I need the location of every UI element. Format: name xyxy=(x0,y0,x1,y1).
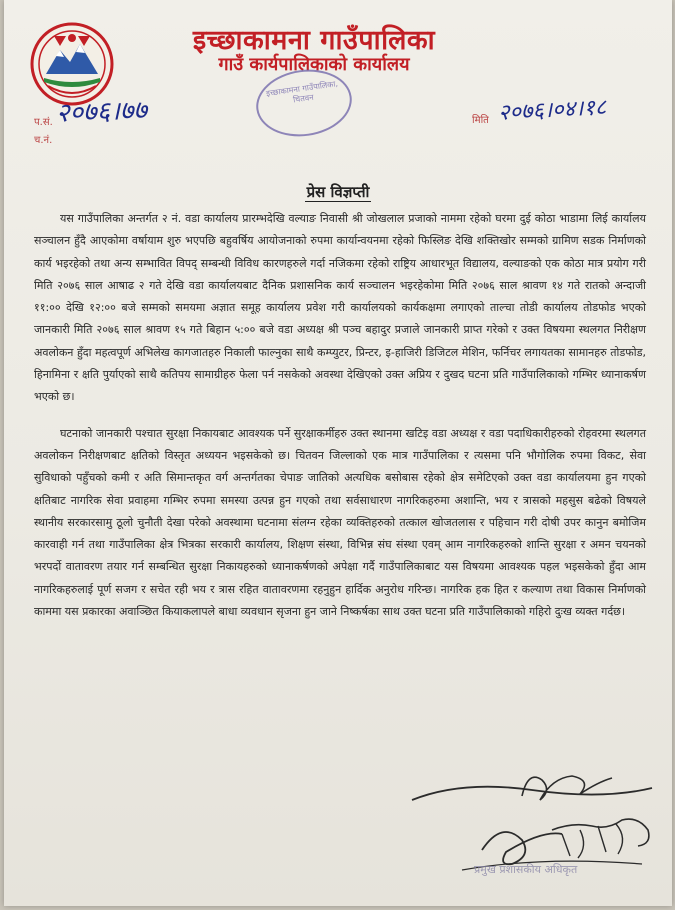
date-value: २०७६।०४।१८ xyxy=(497,95,607,126)
dispatch-number-label: च.नं. xyxy=(34,135,53,146)
document-page xyxy=(4,0,672,906)
notice-title-text: प्रेस विज्ञप्ती xyxy=(306,183,370,201)
date-label: मिति xyxy=(472,115,489,126)
signatory-title: प्रमुख प्रशासकीय अधिकृत xyxy=(474,863,578,876)
organization-name: इच्छाकामना गाउँपालिका xyxy=(192,25,436,56)
reference-number-value: २०७६।७७ xyxy=(55,95,148,129)
notice-paragraph-1: यस गाउँपालिका अन्तर्गत २ नं. वडा कार्यालय प्रारम्भदेखि वल्याङ निवासी श्री जोखलाल प्रजाको नाममा रहेको घरमा दुई कोठा भाडामा लिई कार्यालय सञ्चालन हुँदै आएकोमा वर्षायाम शुरु भएपछि बहुवर्षिय आयोजनाको रुपमा कार्यान्वयनमा रहेको फिस्लिङ देखि शक्तिखोर सम्मको ग्रामिण सडक निर्माणको कार्य भइरहेको तथा अन्य सम्भावित विपद् सम्बन्धी विविध कारणहरुले गर्दा नजिकमा रहेको राष्ट्रिय आधारभूत विद्यालय, वल्याङको एक कोठा मात्र प्रयोग गरी मिति २०७६ साल आषाढ २ गते देखि वडा कार्यालयबाट दैनिक प्रशासनिक कार्य सञ्चालन भइरहेकोमा मिति २०७६ साल श्रावण १४ गते रातको अन्दाजी ११:०० देखि १२:०० बजे सम्मको समयमा अज्ञात समूह कार्यालय प्रवेश गरी कार्यालयको कार्यकक्षमा लगाएको ताल्चा तोडी कार्यालय तोडफोड भएको जानकारी मिति २०७६ साल श्रावण १५ गते बिहान ५:०० बजे वडा अध्यक्ष श्री पञ्च बहादुर प्रजाले जानकारी प्राप्त गरेको र उक्त विषयमा स्थलगत निरीक्षण अवलोकन हुँदा महत्वपूर्ण अभिलेख कागजातहरु निकाली फाल्नुका साथै कम्प्युटर, प्रिन्टर, इ-हाजिरी डिजिटल मेशिन, फर्निचर लगायतका सामानहरु तोडफोड, हिनामिना र क्षति पुर्याएको साथै कतिपय सामाग्रीहरु फेला पर्न नसकेको अवस्था देखिएको उक्त अप्रिय र दुखद घटना प्रति गाउँपालिकाको गम्भिर ध्यानाकर्षण भएको छ। xyxy=(34,212,646,404)
notice-body xyxy=(34,208,646,637)
notice-paragraph-2: घटनाको जानकारी पश्चात सुरक्षा निकायबाट आवश्यक पर्ने सुरक्षाकर्मीहरु उक्त स्थानमा खटिइ वडा अध्यक्ष र वडा पदाधिकारीहरुको रोहवरमा स्थलगत अवलोकन निरीक्षणबाट क्षतिको विस्तृत अध्ययन भइसकेको छ। चितवन जिल्लाको एक मात्र गाउँपालिका र त्यसमा पनि भौगोलिक रुपमा विकट, सेवा सुविधाको पहुँचको कमी र अति सिमान्तकृत वर्ग अन्तर्गतका चेपाङ जातिको अत्यधिक बसोबास रहेको क्षेत्र समेटिएको उक्त वडा कार्यालयमा हुन गएको क्षतिबाट नागरिक सेवा प्रवाहमा गम्भिर रुपमा समस्या उत्पन्न हुन गएको तथा सर्वसाधारण नागरिकहरुमा अशान्ति, भय र त्रासको महसुस बढेको विषयले स्थानीय सरकारसामु ठूलो चुनौती देखा परेको अवस्थामा घटनामा संलग्न रहेका व्यक्तिहरुको तत्काल खोजतलास र पहिचान गरी दोषी उपर कानुन बमोजिम कारवाही गर्न तथा गाउँपालिका क्षेत्र भित्रका सरकारी कार्यालय, शिक्षण संस्था, विभिन्न संघ संस्था एवम् आम नागरिकहरुको शान्ति सुरक्षा र अमन चयनको भरपर्दो वातावरण तयार गर्न सम्बन्धित सुरक्षा निकायहरुको ध्यानाकर्षणको अपेक्षा गर्दै गाउँपालिकाबाट यस विषयमा आवश्यक पहल भइसकेको हुँदा आम नागरिकहरुलाई पूर्ण सजग र सचेत रही भय र त्रास रहित वातावरणमा रहनुहुन हार्दिक अनुरोध गरिन्छ। नागरिक हक हित र कल्याण तथा विकास निर्माणको काममा यस प्रकारका अवाञ्छित कियाकलापले बाधा व्यवधान सृजना हुन जाने निष्कर्षका साथ उक्त घटना प्रति गाउँपालिकाको गहिरो दुःख व्यक्त गर्दछ। xyxy=(34,426,646,619)
notice-title xyxy=(4,182,672,202)
office-name: गाउँ कार्यपालिकाको कार्यालय xyxy=(218,54,410,75)
stamp-text: इच्छाकामना गाउँपालिका, चितवन xyxy=(265,79,339,105)
reference-number-label: प.सं. xyxy=(34,117,53,128)
